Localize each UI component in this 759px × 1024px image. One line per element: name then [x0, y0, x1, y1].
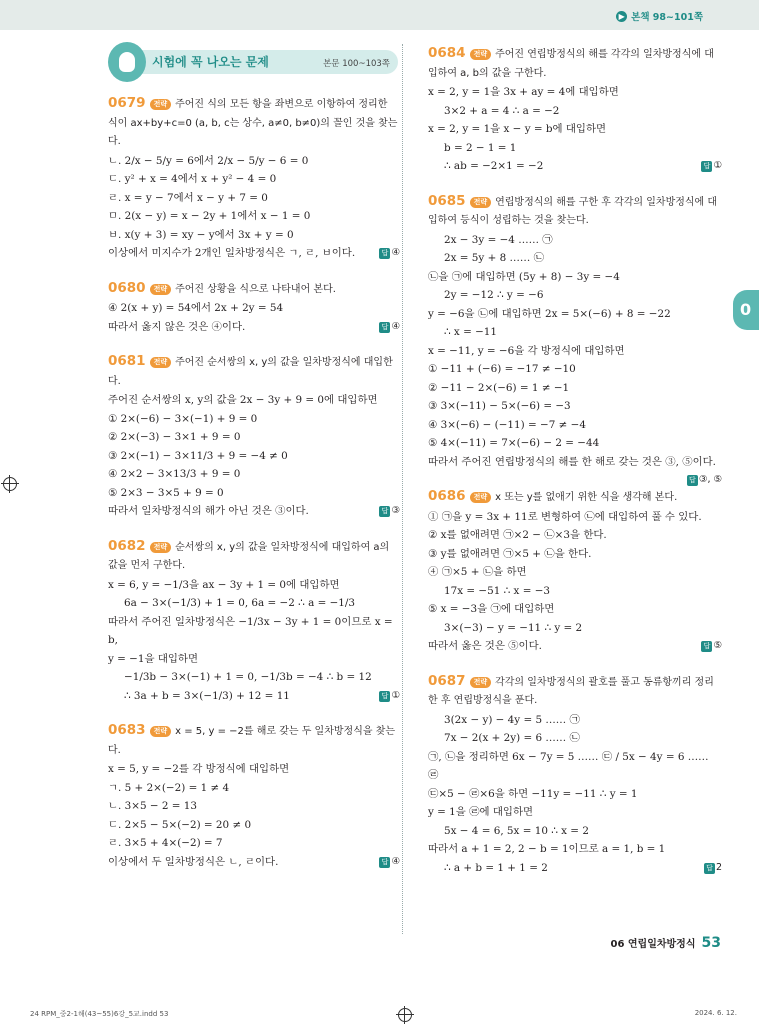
- answer-icon: 답: [379, 322, 390, 333]
- answer-badge: [687, 471, 722, 490]
- book-reference: [616, 9, 703, 23]
- solution-line: 7x − 2(x + 2y) = 6 …… ㉡: [444, 732, 580, 744]
- answer-value: ③: [391, 505, 400, 516]
- solution-line: ② −11 − 2×(−6) = 1 ≠ −1: [428, 381, 570, 394]
- strategy-tag: 전략: [150, 357, 172, 368]
- solution-line: ㄹ. x = y − 7에서 x − y + 7 = 0: [108, 191, 268, 204]
- solution-line: ① ㉠을 y = 3x + 11로 변형하여 ㉡에 대입하여 풀 수 있다.: [428, 510, 702, 523]
- problem-0680: [108, 279, 400, 337]
- answer-badge: [704, 859, 722, 878]
- problem-number: 0683: [108, 722, 146, 738]
- solution-line: ⑤ x = −3을 ㉠에 대입하면: [428, 603, 555, 615]
- solution-line: ⑤ 4×(−11) = 7×(−6) − 2 = −44: [428, 437, 600, 449]
- solution-line: ∴ 3a + b = 3×(−1/3) + 12 = 11 답 ①: [108, 687, 400, 706]
- solution-line: −1/3b − 3×(−1) + 1 = 0, −1/3b = −4 ∴ b = 12: [124, 671, 372, 683]
- solution-line: 2x = 5y + 8 …… ㉡: [444, 252, 544, 264]
- problem-number: 0686: [428, 488, 466, 504]
- registration-mark-icon: [398, 1008, 412, 1022]
- problem-heading: [108, 352, 400, 391]
- problem-number: 0680: [108, 279, 146, 296]
- problem-strategy: 각각의 일차방정식의 괄호를 풀고 동류항끼리 정리한 후 연립방정식을 푼다.: [428, 676, 714, 706]
- answer-badge: [701, 157, 722, 176]
- book-reference-text: 본책 98~101쪽: [631, 12, 703, 23]
- solution-line: ② x를 없애려면 ㉠×2 − ㉡×3을 한다.: [428, 529, 607, 541]
- solution-line: x = 2, y = 1을 x − y = b에 대입하면: [428, 123, 607, 135]
- solution-line: ③ y를 없애려면 ㉠×5 + ㉡을 한다.: [428, 547, 592, 560]
- page-number: 53: [701, 935, 721, 951]
- solution-line: ∴ a + b = 1 + 1 = 2 답 2: [428, 859, 722, 878]
- solution-line: ㄹ. 3×5 + 4×(−2) = 7: [108, 837, 223, 849]
- answer-value: ④: [391, 855, 400, 867]
- right-column: [428, 44, 722, 893]
- answer-badge: [379, 853, 400, 872]
- solution-line: 5x − 4 = 6, 5x = 10 ∴ x = 2: [444, 824, 589, 837]
- solution-line: ㄴ. 2/x − 5/y = 6에서 2/x − 5/y − 6 = 0: [108, 154, 309, 167]
- solution-line: 따라서 주어진 일차방정식은 −1/3x − 3y + 1 = 0이므로 x = b,: [108, 615, 393, 646]
- solution-line: ∴ ab = −2×1 = −2 답 ①: [428, 157, 722, 176]
- problem-number: 0682: [108, 537, 146, 554]
- strategy-tag: 전략: [470, 492, 492, 503]
- solution-line: 3(2x − y) − 4y = 5 …… ㉠: [444, 713, 580, 726]
- solution-line: ③ 2×(−1) − 3×11/3 + 9 = −4 ≠ 0: [108, 449, 288, 462]
- answer-icon: 답: [379, 506, 390, 517]
- print-date: 2024. 6. 12.: [694, 1009, 737, 1017]
- problem-0683: [108, 721, 400, 871]
- problem-strategy: 연립방정식의 해를 구한 후 각각의 일차방정식에 대입하여 등식이 성립하는 것을 찾는다.: [428, 196, 718, 226]
- solution-line: ㅁ. 2(x − y) = x − 2y + 1에서 x − 1 = 0: [108, 210, 311, 222]
- strategy-tag: 전략: [470, 49, 492, 60]
- solution-line: ㄷ. 2×5 − 5×(−2) = 20 ≠ 0: [108, 818, 252, 831]
- solution-line: 2x − 3y = −4 …… ㉠: [444, 233, 553, 246]
- solution-line: ㉡을 ㉠에 대입하면 (5y + 8) − 3y = −4: [428, 270, 620, 283]
- solution-line: ㅂ. x(y + 3) = xy − y에서 3x + y = 0: [108, 228, 294, 241]
- answer-badge: [379, 502, 400, 521]
- strategy-tag: 전략: [150, 542, 172, 553]
- solution-line: y = −6을 ㉡에 대입하면 2x = 5×(−6) + 8 = −22: [428, 307, 671, 320]
- solution-line: 주어진 순서쌍의 x, y의 값을 2x − 3y + 9 = 0에 대입하면: [108, 394, 378, 406]
- solution-line: y = −1을 대입하면: [108, 652, 198, 665]
- answer-icon: 답: [701, 161, 712, 172]
- solution-line: 이상에서 미지수가 2개인 일차방정식은 ㄱ, ㄹ, ㅂ이다. 답 ④: [108, 244, 400, 263]
- banner-title: 시험에 꼭 나오는 문제: [152, 55, 269, 69]
- solution-line: 따라서 옳지 않은 것은 ④이다. 답 ④: [108, 318, 400, 337]
- problem-0686: [428, 487, 722, 656]
- registration-mark-icon: [3, 477, 17, 491]
- solution-line: ③ 3×(−11) − 5×(−6) = −3: [428, 400, 571, 412]
- answer-value: ⑤: [713, 640, 722, 651]
- answer-value: 2: [715, 861, 722, 873]
- problem-heading: [428, 487, 722, 508]
- solution-line: x = 2, y = 1을 3x + ay = 4에 대입하면: [428, 86, 619, 98]
- solution-line: 2y = −12 ∴ y = −6: [444, 289, 544, 301]
- answer-badge: [379, 318, 400, 337]
- column-divider: [402, 44, 403, 934]
- answer-badge: [379, 244, 400, 263]
- answer-value: ①: [713, 160, 722, 171]
- solution-line: 따라서 옳은 것은 ⑤이다. 답 ⑤: [428, 637, 722, 656]
- answer-icon: 답: [379, 691, 390, 702]
- problem-heading: [108, 537, 400, 576]
- section-banner: [108, 44, 400, 80]
- left-column: [108, 44, 400, 887]
- problem-heading: [428, 672, 722, 711]
- answer-icon: 답: [379, 857, 390, 868]
- answer-icon: 답: [701, 641, 712, 652]
- problem-heading: [108, 94, 400, 152]
- answer-value: ①: [391, 689, 400, 701]
- solution-line: 따라서 일차방정식의 해가 아닌 것은 ③이다. 답 ③: [108, 502, 400, 521]
- problem-0681: [108, 352, 400, 521]
- solution-line: ① −11 + (−6) = −17 ≠ −10: [428, 363, 576, 375]
- strategy-tag: 전략: [150, 284, 172, 295]
- solution-line: ④ 3×(−6) − (−11) = −7 ≠ −4: [428, 418, 586, 431]
- problem-0687: [428, 672, 722, 878]
- print-file-info: 24 RPM_중2-1해(43~55)6강_5교.indd 53: [30, 1010, 169, 1018]
- solution-line: 17x = −51 ∴ x = −3: [444, 584, 551, 597]
- problem-strategy: 주어진 연립방정식의 해를 각각의 일차방정식에 대입하여 a, b의 값을 구한다.: [428, 49, 714, 79]
- answer-badge: [701, 637, 722, 656]
- problem-number: 0685: [428, 192, 466, 209]
- problem-number: 0684: [428, 45, 466, 61]
- problem-0682: [108, 537, 400, 706]
- answer-icon: 답: [687, 475, 698, 486]
- answer-badge: [379, 687, 400, 706]
- solution-line: ㉢×5 − ㉣×6을 하면 −11y = −11 ∴ y = 1: [428, 787, 638, 800]
- solution-line: ② 2×(−3) − 3×1 + 9 = 0: [108, 431, 241, 443]
- solution-line: x = −11, y = −6을 각 방정식에 대입하면: [428, 344, 625, 357]
- strategy-tag: 전략: [150, 99, 172, 110]
- solution-line: 이상에서 두 일차방정식은 ㄴ, ㄹ이다. 답 ④: [108, 853, 400, 872]
- solution-line: ∴ x = −11: [444, 326, 498, 338]
- solution-line: 따라서 주어진 연립방정식의 해를 한 해로 갖는 것은 ③, ⑤이다. 답 ③, ⑤: [428, 453, 722, 472]
- problem-strategy: 순서쌍의 x, y의 값을 일차방정식에 대입하여 a의 값을 먼저 구한다.: [108, 541, 390, 571]
- solution-line: ㄱ. 5 + 2×(−2) = 1 ≠ 4: [108, 781, 230, 794]
- solution-line: y = 1을 ㉣에 대입하면: [428, 806, 534, 818]
- solution-line: ㉠, ㉡을 정리하면 6x − 7y = 5 …… ㉢ / 5x − 4y = 6 …… ㉣: [428, 750, 709, 781]
- problem-0684: [428, 44, 722, 176]
- solution-line: b = 2 − 1 = 1: [444, 141, 517, 154]
- problem-strategy: 주어진 상황을 식으로 나타내어 본다.: [175, 283, 336, 295]
- solution-line: x = 6, y = −1/3을 ax − 3y + 1 = 0에 대입하면: [108, 578, 340, 591]
- strategy-tag: 전략: [150, 726, 172, 737]
- strategy-tag: 전략: [470, 677, 492, 688]
- solution-line: ㄷ. y² + x = 4에서 x + y² − 4 = 0: [108, 173, 277, 185]
- answer-value: ③, ⑤: [698, 474, 722, 485]
- chapter-name: 06 연립일차방정식: [610, 939, 696, 950]
- answer-icon: 답: [704, 863, 715, 874]
- problem-number: 0687: [428, 672, 466, 689]
- problem-number: 0681: [108, 353, 146, 369]
- problem-0679: [108, 94, 400, 263]
- chapter-side-tab: 0: [733, 290, 759, 330]
- problem-heading: [428, 44, 722, 83]
- left-problems: [108, 94, 400, 871]
- solution-line: x = 5, y = −2를 각 방정식에 대입하면: [108, 763, 290, 775]
- problem-strategy: x = 5, y = −2를 해로 갖는 두 일차방정식을 찾는다.: [108, 726, 396, 756]
- right-problems: [428, 44, 722, 877]
- solution-line: ⑤ 2×3 − 3×5 + 9 = 0: [108, 486, 224, 499]
- answer-icon: 답: [379, 248, 390, 259]
- top-bar: [0, 0, 759, 30]
- solution-line: ④ ㉠×5 + ㉡을 하면: [428, 566, 527, 578]
- solution-line: 따라서 a + 1 = 2, 2 − b = 1이므로 a = 1, b = 1: [428, 843, 666, 855]
- problem-heading: [428, 192, 722, 231]
- problem-heading: [108, 721, 400, 760]
- problem-0685: [428, 192, 722, 485]
- solution-line: 3×(−3) − y = −11 ∴ y = 2: [444, 621, 583, 634]
- problem-strategy: 주어진 식의 모든 항을 좌변으로 이항하여 정리한 식이 ax+by+c=0 (a, b, c는 상수, a≠0, b≠0)의 꼴인 것을 찾는다.: [108, 99, 398, 147]
- banner-ref: 본문 100~103쪽: [323, 59, 390, 69]
- problem-number: 0679: [108, 95, 146, 111]
- page-footer: [610, 935, 721, 951]
- problem-strategy: x 또는 y를 없애기 위한 식을 생각해 본다.: [495, 492, 678, 503]
- solution-line: ④ 2(x + y) = 54에서 2x + 2y = 54: [108, 302, 284, 314]
- strategy-tag: 전략: [470, 197, 492, 208]
- answer-value: ④: [391, 320, 400, 332]
- arrow-right-icon: ▶: [616, 11, 627, 22]
- mascot-icon: [108, 42, 146, 82]
- problem-heading: [108, 279, 400, 300]
- solution-line: ① 2×(−6) − 3×(−1) + 9 = 0: [108, 412, 258, 425]
- solution-line: 3×2 + a = 4 ∴ a = −2: [444, 104, 560, 117]
- solution-line: ④ 2×2 − 3×13/3 + 9 = 0: [108, 468, 241, 480]
- solution-line: ㄴ. 3×5 − 2 = 13: [108, 800, 198, 812]
- answer-value: ④: [391, 247, 400, 258]
- solution-line: 6a − 3×(−1/3) + 1 = 0, 6a = −2 ∴ a = −1/3: [124, 597, 356, 609]
- problem-strategy: 주어진 순서쌍의 x, y의 값을 일차방정식에 대입한다.: [108, 357, 393, 387]
